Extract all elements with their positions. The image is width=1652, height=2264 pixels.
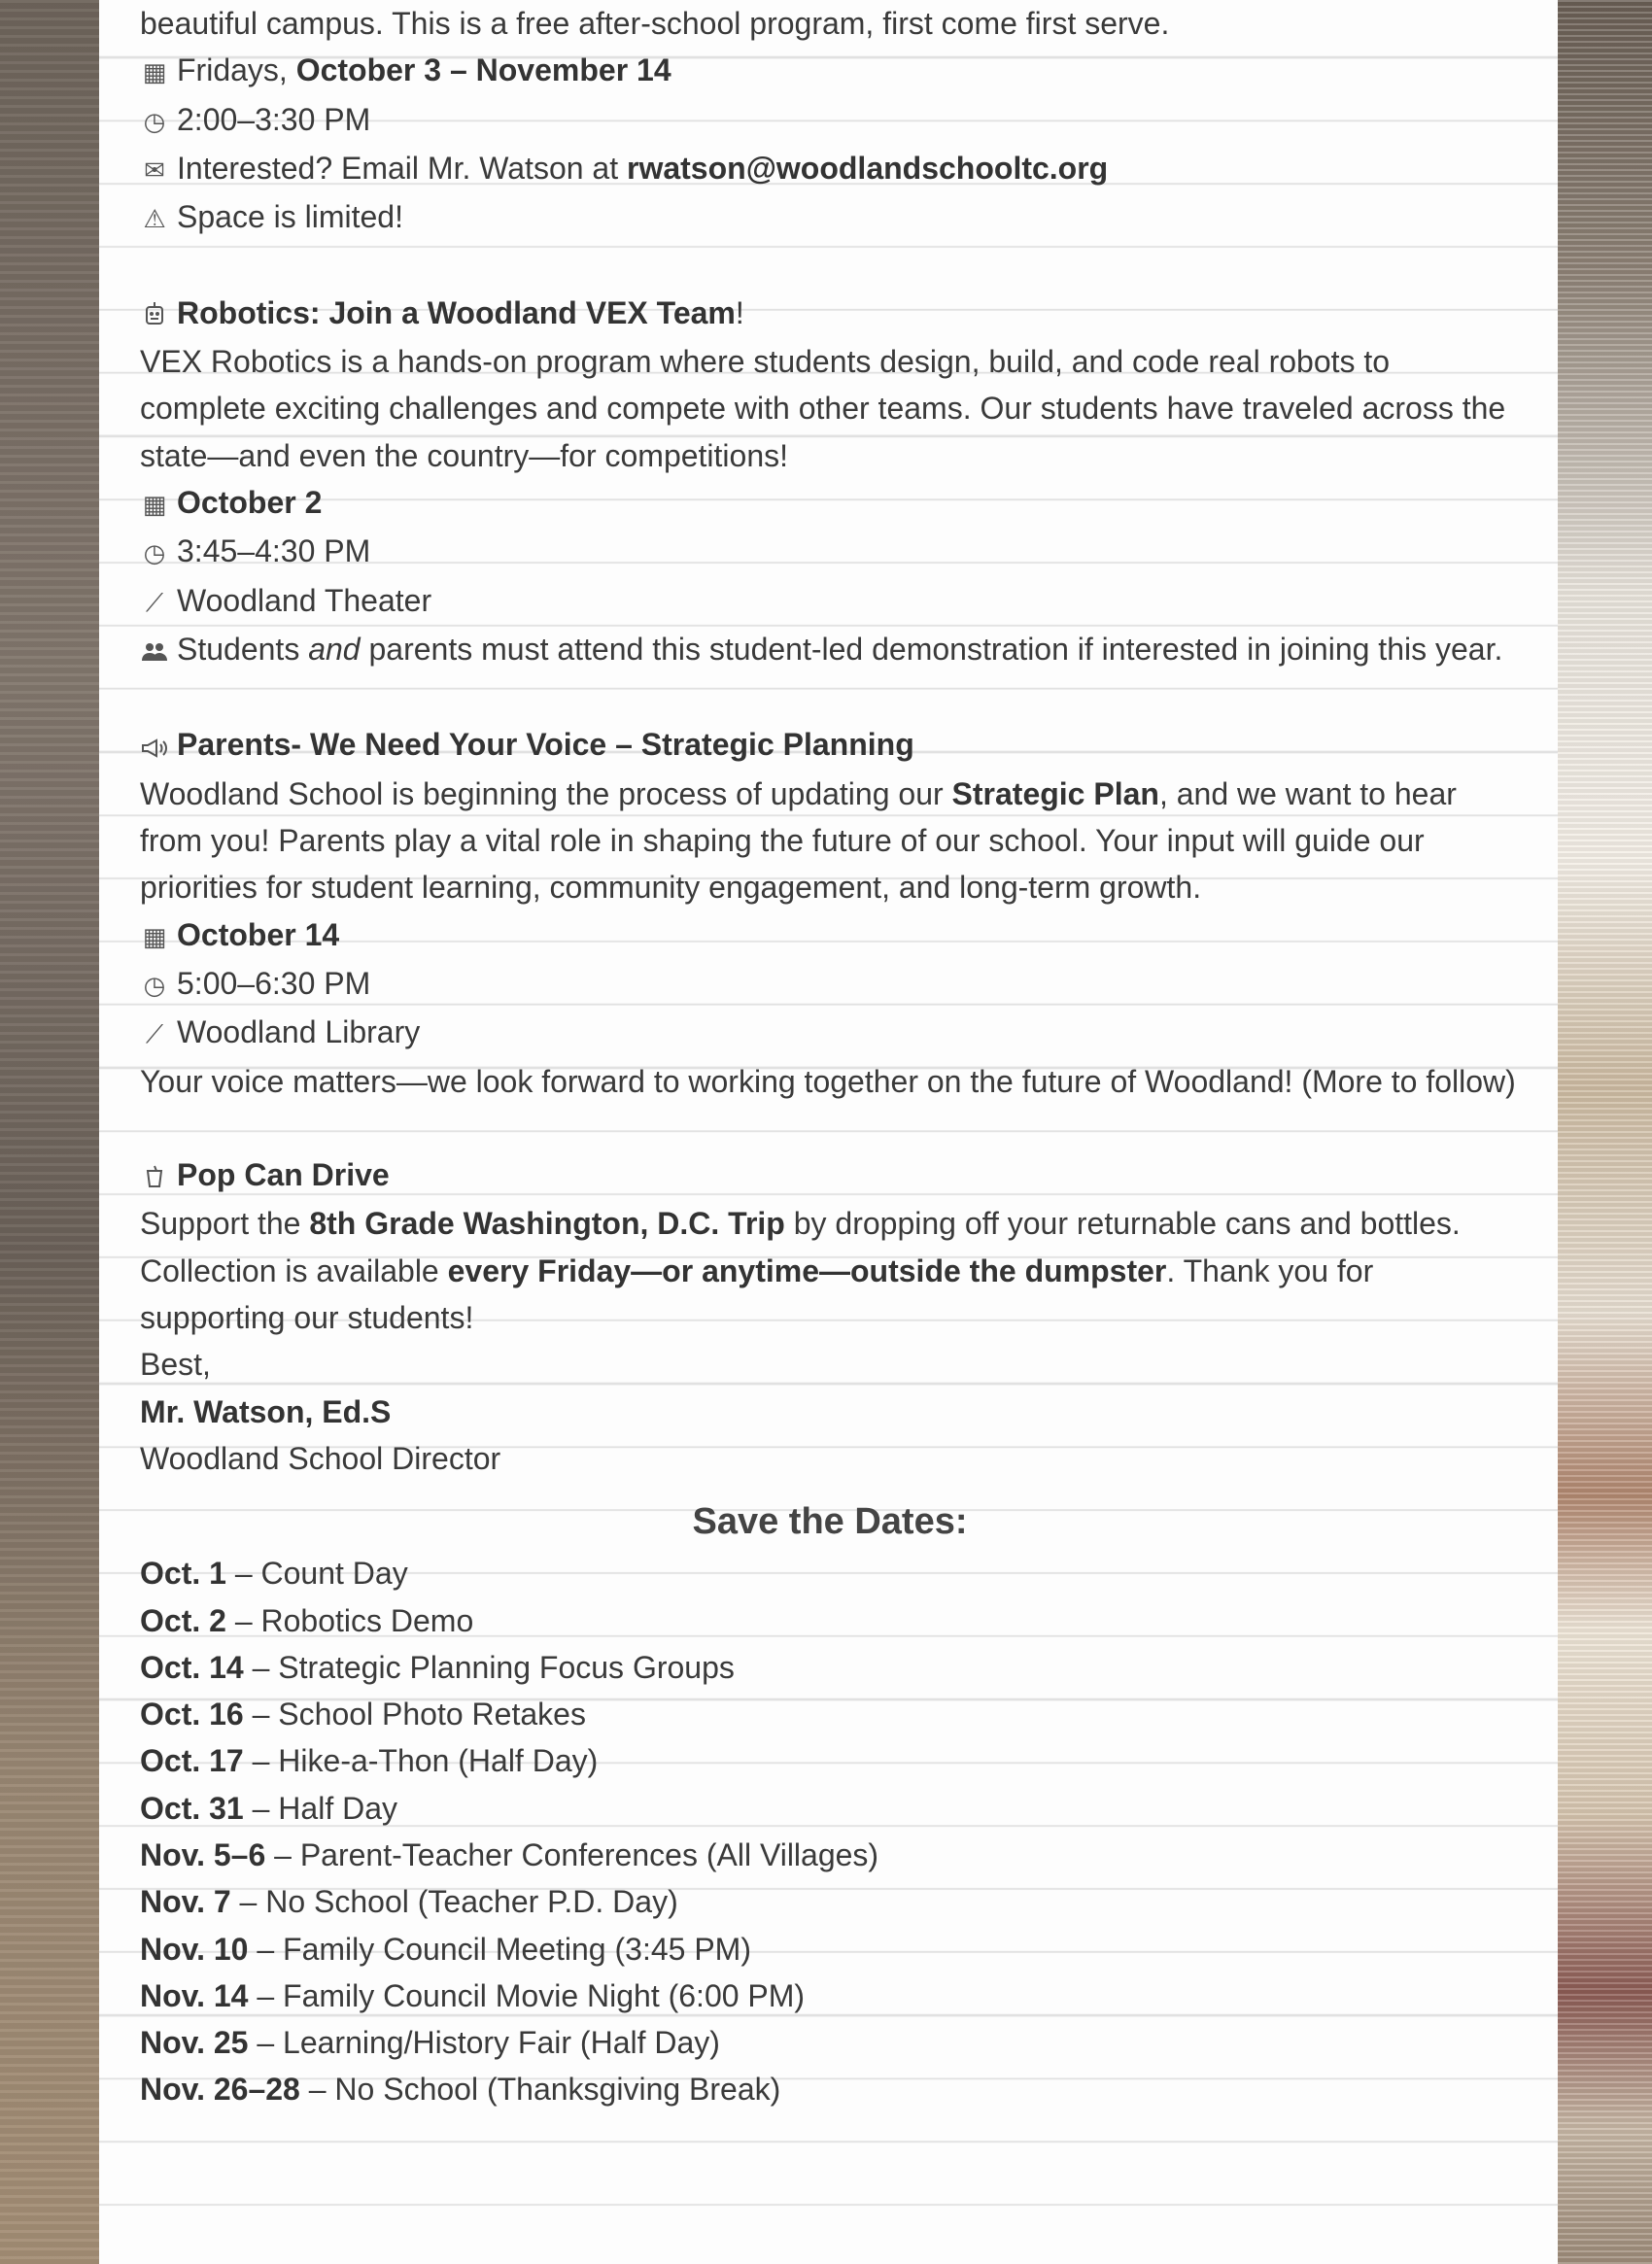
intro-date-line: ▦ Fridays, October 3 – November 14 (140, 47, 1520, 95)
clock-icon: ◷ (143, 538, 166, 568)
list-item: Oct. 2 – Robotics Demo (140, 1602, 474, 1638)
list-item: Nov. 26–28 – No School (Thanksgiving Break) (140, 2072, 781, 2108)
strategic-location-line: ⟋ Woodland Library (140, 1009, 1520, 1057)
strategic-body: Woodland School is beginning the process of updating our Strategic Plan, and we want to hear from you! Parents play a vital role in shaping the future of our school. Your input will guide our priorities for student learning, community engagement, and long-term growth. (140, 775, 1457, 906)
list-item: Nov. 25 – Learning/History Fair (Half Day) (140, 2025, 720, 2061)
robot-icon (140, 292, 169, 338)
warning-icon: ⚠ (143, 204, 166, 234)
list-item: Nov. 10 – Family Council Meeting (3:45 PM) (140, 1931, 751, 1967)
strategic-time-line: ◷ 5:00–6:30 PM (140, 960, 1520, 1009)
envelope-icon: ✉ (144, 154, 165, 185)
save-the-dates-list (140, 1550, 1520, 2113)
calendar-icon: ▦ (142, 921, 167, 951)
email-link[interactable]: rwatson@woodlandschooltc.org (627, 150, 1109, 186)
robotics-note: Students and parents must attend this student-led demonstration if interested in joining this year. (140, 626, 1520, 674)
intro-email-line: ✉ Interested? Email Mr. Watson at rwatson@woodlandschooltc.org (140, 145, 1520, 193)
clock-icon: ◷ (143, 970, 166, 1000)
cup-icon (140, 1153, 169, 1200)
signoff-name: Mr. Watson, Ed.S (140, 1393, 392, 1429)
newsletter-content (140, 0, 1520, 2113)
list-item: Oct. 31 – Half Day (140, 1790, 397, 1826)
newsletter-page (99, 0, 1558, 2264)
pushpin-icon: ⟋ (145, 1019, 164, 1049)
background-books-right (1558, 0, 1652, 2264)
save-the-dates-title: Save the Dates: (692, 1501, 968, 1543)
list-item: Nov. 7 – No School (Teacher P.D. Day) (140, 1884, 678, 1920)
background-wood-left (0, 0, 99, 2264)
robotics-time-line: ◷ 3:45–4:30 PM (140, 528, 1520, 576)
signoff-role: Woodland School Director (140, 1440, 501, 1476)
megaphone-icon (140, 723, 169, 770)
calendar-icon: ▦ (142, 57, 167, 87)
list-item: Oct. 14 – Strategic Planning Focus Groups (140, 1649, 735, 1685)
robotics-body: VEX Robotics is a hands-on program where students design, build, and code real robots to complete exciting challenges and compete with other teams. Our students have traveled across the state—and even the country—for competitions! (140, 344, 1506, 473)
robotics-title: Robotics: Join a Woodland VEX Team! (140, 290, 1520, 338)
people-icon (140, 628, 169, 674)
list-item: Nov. 5–6 – Parent-Teacher Conferences (All Villages) (140, 1836, 879, 1872)
robotics-location-line: ⟋ Woodland Theater (140, 577, 1520, 626)
calendar-icon: ▦ (142, 489, 167, 519)
strategic-title: Parents- We Need Your Voice – Strategic Planning (140, 721, 1520, 770)
list-item: Oct. 16 – School Photo Retakes (140, 1697, 586, 1732)
robotics-date-line: ▦ October 2 (140, 479, 1520, 528)
list-item: Oct. 17 – Hike-a-Thon (Half Day) (140, 1743, 599, 1779)
strategic-closing: Your voice matters—we look forward to working together on the future of Woodland! (More to follow) (140, 1063, 1516, 1099)
spacer (140, 674, 1520, 721)
spacer (140, 1105, 1520, 1151)
clock-icon: ◷ (143, 106, 166, 136)
spacer (140, 242, 1520, 289)
strategic-date-line: ▦ October 14 (140, 911, 1520, 960)
intro-warning-line: ⚠ Space is limited! (140, 193, 1520, 242)
pushpin-icon: ⟋ (145, 587, 164, 617)
intro-tail: beautiful campus. This is a free after-school program, first come first serve. (140, 6, 1170, 41)
list-item: Oct. 1 – Count Day (140, 1556, 408, 1592)
list-item: Nov. 14 – Family Council Movie Night (6:00 PM) (140, 1977, 806, 2013)
popcan-body: Support the 8th Grade Washington, D.C. Trip by dropping off your returnable cans and bottles. Collection is available every Friday—or anytime—outside the dumpster. Thank you for supporting our students! (140, 1206, 1461, 1336)
intro-time-line: ◷ 2:00–3:30 PM (140, 96, 1520, 145)
popcan-title: Pop Can Drive (140, 1151, 1520, 1200)
signoff-greeting: Best, (140, 1347, 211, 1383)
